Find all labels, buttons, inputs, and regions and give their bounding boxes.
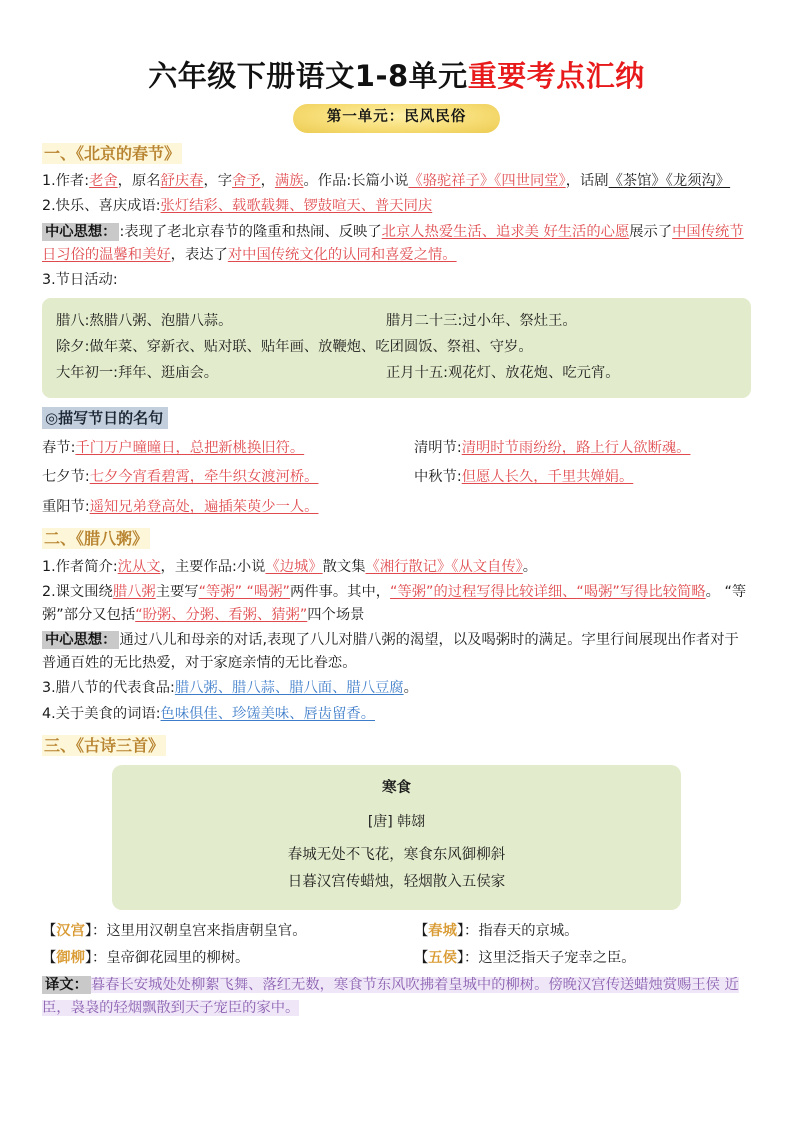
fl0-label-b: 清明节: xyxy=(414,439,462,456)
s2l2-p3: 两件事。其中， xyxy=(289,583,391,600)
note-term: 御柳 xyxy=(56,950,85,967)
translation-text: 暮春长安城处处柳絮飞舞、落红无数，寒食节东风吹拂着皇城中的柳树。傍晚汉宫传送蜡烛赏赐王侯 近臣，袅袅的轻烟飘散到天子宠臣的家中。 xyxy=(42,977,739,1017)
core-idea-text-2: 通过八儿和母亲的对话,表现了八儿对腊八粥的渴望，以及喝粥时的满足。字里行间展现出作者对于普通百姓的无比热爱，对于家庭亲情的无比眷恋。 xyxy=(42,632,739,672)
poem-box xyxy=(112,765,681,910)
activity-left: 腊八:熬腊八粥、泡腊八蒜。 xyxy=(56,312,233,329)
section-2-line-4 xyxy=(42,703,751,726)
core-idea-label-2: 中心思想： xyxy=(42,631,119,649)
fl1-label-b: 中秋节: xyxy=(414,469,462,486)
famous-line-right xyxy=(414,496,751,519)
s1l1-p1: 1.作者: xyxy=(42,173,90,190)
s2l1-p3: 散文集 xyxy=(322,558,366,575)
section-2-line-3 xyxy=(42,677,751,700)
famous-line-row xyxy=(42,496,751,519)
s2l3-a1: 腊八粥、腊八蒜、腊八面、腊八豆腐 xyxy=(174,680,404,697)
activity-row xyxy=(56,310,737,333)
famous-line-left xyxy=(42,437,414,460)
note-term: 汉宫 xyxy=(56,923,85,940)
section-1-line-3: 3.节日活动: xyxy=(42,271,118,288)
s1l1-p4: ， xyxy=(260,173,275,190)
s1l1-p2: ，原名 xyxy=(117,173,161,190)
fl0-text-b: 清明时节雨纷纷，路上行人欲断魂。 xyxy=(461,439,691,456)
fl1-label-a: 七夕节: xyxy=(42,469,90,486)
s2l2-a1: 腊八粥 xyxy=(112,583,156,600)
poem-note-row xyxy=(42,920,751,943)
note-definition: ：这里用汉朝皇宫来指唐朝皇官。 xyxy=(92,923,307,940)
poem-note-right xyxy=(414,920,751,943)
s1l1-a5: 《骆驼祥子》《四世同堂》 xyxy=(408,173,566,190)
s1l1-a4: 满族 xyxy=(274,173,304,190)
section-2-line-1 xyxy=(42,556,751,579)
s2l2-p5: 四个场景 xyxy=(307,606,365,623)
poem-title: 寒食 xyxy=(382,780,411,797)
s1l1-p6: ，话剧 xyxy=(565,173,609,190)
note-bracket-open: 【 xyxy=(414,950,429,967)
famous-line-row xyxy=(42,466,751,489)
activity-row xyxy=(56,336,737,359)
note-bracket-open: 【 xyxy=(414,923,429,940)
activity-left: 除夕:做年菜、穿新衣、贴对联、贴年画、放鞭炮、吃团圆饭、祭祖、守岁。 xyxy=(56,338,533,355)
s1l1-a3: 舍予 xyxy=(232,173,261,190)
section-1-core-idea xyxy=(42,221,751,267)
famous-lines-heading-text: ◎描写节日的名句 xyxy=(42,407,168,429)
s1l2-p1: 2.快乐、喜庆成语: xyxy=(42,198,161,215)
activity-row xyxy=(56,362,737,385)
famous-lines-heading xyxy=(42,408,751,429)
section-3-heading-text: 三、《古诗三首》 xyxy=(44,735,165,755)
s2l3-p2: 。 xyxy=(403,680,418,697)
famous-line-left xyxy=(42,466,414,489)
s1core-p3: ，表达了 xyxy=(170,246,228,263)
s2l3-p1: 3.腊八节的代表食品: xyxy=(42,680,175,697)
s2l4-a1: 色味俱佳、珍馐美味、唇齿留香。 xyxy=(160,705,375,722)
note-bracket-close: 】 xyxy=(456,923,465,940)
page-title-black: 六年级下册语文1-8单元 xyxy=(148,59,468,93)
unit-badge-row xyxy=(42,104,751,133)
note-bracket-open: 【 xyxy=(42,923,57,940)
s1core-a2: 中国传统节日习俗的温馨和美好 xyxy=(42,223,744,263)
section-2-line-2 xyxy=(42,581,751,627)
page-title-red: 重要考点汇纳 xyxy=(467,59,645,93)
section-2-heading xyxy=(42,528,751,550)
note-bracket-open: 【 xyxy=(42,950,57,967)
s2l1-p1: 1.作者简介: xyxy=(42,558,118,575)
note-term: 五侯 xyxy=(428,950,457,967)
note-definition: ：指春天的京城。 xyxy=(464,923,579,940)
s1core-p2: 展示了 xyxy=(629,223,673,240)
fl2-label-a: 重阳节: xyxy=(42,499,90,516)
note-term: 春城 xyxy=(428,923,457,940)
s2l4-p1: 4.关于美食的词语: xyxy=(42,705,161,722)
s2l2-a3: “等粥”的过程写得比较详细、 xyxy=(390,583,577,600)
section-2-core-idea xyxy=(42,629,751,675)
note-bracket-close: 】 xyxy=(84,950,93,967)
s2l1-p4: 。 xyxy=(522,558,538,575)
note-definition: ：这里泛指天子宠幸之臣。 xyxy=(464,950,636,967)
s1core-p1: :表现了老北京春节的隆重和热闹、反映了 xyxy=(119,223,382,240)
s1l1-p3: ，字 xyxy=(203,173,233,190)
s2l1-a1: 沈从文 xyxy=(117,558,161,575)
s1l1-p5: 。作品:长篇小说 xyxy=(303,173,409,190)
poem-note-left xyxy=(42,947,414,970)
activity-left: 大年初一:拜年、逛庙会。 xyxy=(56,364,219,381)
famous-line-left xyxy=(42,496,414,519)
unit-badge: 第一单元：民风民俗 xyxy=(293,104,501,133)
s2l2-a2: “等粥” “喝粥” xyxy=(198,583,290,600)
s1core-a3: 对中国传统文化的认同和喜爱之情。 xyxy=(227,246,457,263)
poem-note-right xyxy=(414,947,751,970)
section-1-heading xyxy=(42,143,751,165)
s2l2-p4: 。 “等粥”部分又包括 xyxy=(42,583,747,623)
s2l1-p2: ，主要作品:小说 xyxy=(160,558,266,575)
note-bracket-close: 】 xyxy=(84,923,93,940)
section-1-heading-text: 一、《北京的春节》 xyxy=(44,143,181,163)
famous-line-row xyxy=(42,437,751,460)
s1l1-a6: 《茶馆》《龙须沟》 xyxy=(608,173,731,190)
poem-note-row xyxy=(42,947,751,970)
activity-right: 正月十五:观花灯、放花炮、吃元宵。 xyxy=(386,364,620,381)
s1core-a1: 北京人热爱生活、追求美 好生活的心愿 xyxy=(381,223,630,240)
translation-label: 译文： xyxy=(42,976,91,994)
fl2-text-a: 遥知兄弟登高处，遍插茱萸少一人。 xyxy=(89,499,319,516)
fl0-label-a: 春节: xyxy=(42,439,76,456)
section-1-line-1 xyxy=(42,170,751,193)
s1l1-a2: 舒庆春 xyxy=(160,173,204,190)
s2l2-a5: “盼粥、分粥、看粥、猜粥” xyxy=(135,606,308,623)
s1l1-a1: 老舍 xyxy=(89,173,118,190)
fl1-text-b: 但愿人长久，千里共婵娟。 xyxy=(461,469,634,486)
famous-line-right xyxy=(414,466,751,489)
s1l2-a1: 张灯结彩、载歌载舞、锣鼓喧天、普天同庆 xyxy=(160,198,433,215)
s2l2-p1: 2.课文围绕 xyxy=(42,583,113,600)
note-definition: ：皇帝御花园里的柳树。 xyxy=(92,950,250,967)
title-block xyxy=(42,58,751,94)
page-title xyxy=(42,58,751,94)
activity-right: 腊月二十三:过小年、祭灶王。 xyxy=(386,312,577,329)
note-bracket-close: 】 xyxy=(456,950,465,967)
s2l1-a3: 《湘行散记》《从文自传》 xyxy=(365,558,523,575)
s2l2-p2: 主要写 xyxy=(155,583,199,600)
poem-translation xyxy=(42,974,751,1020)
section-3-heading xyxy=(42,735,751,757)
festival-activities-box xyxy=(42,298,751,398)
poem-author: [唐] 韩翃 xyxy=(367,813,426,830)
poem-line-1: 春城无处不飞花，寒食东风御柳斜 xyxy=(287,846,506,863)
s2l1-a2: 《边城》 xyxy=(265,558,323,575)
core-idea-label-1: 中心思想： xyxy=(42,223,119,241)
famous-line-right xyxy=(414,437,751,460)
poem-note-left xyxy=(42,920,414,943)
fl1-text-a: 七夕今宵看碧霄，牵牛织女渡河桥。 xyxy=(89,469,319,486)
s2l2-a4: “喝粥”写得比较简略 xyxy=(576,583,706,600)
fl0-text-a: 千门万户曈曈日，总把新桃换旧符。 xyxy=(75,439,305,456)
section-2-heading-text: 二、《腊八粥》 xyxy=(44,529,149,549)
poem-line-2: 日暮汉宫传蜡烛，轻烟散入五侯家 xyxy=(287,873,506,890)
section-1-line-2 xyxy=(42,195,751,218)
